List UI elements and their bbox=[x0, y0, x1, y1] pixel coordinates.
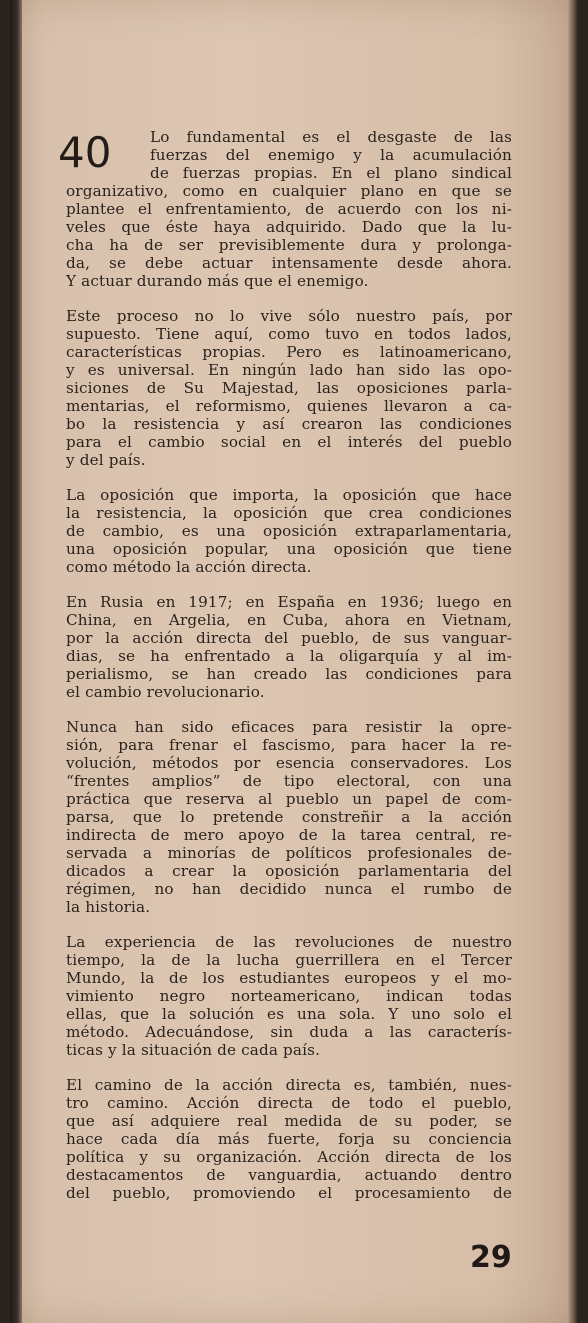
paragraph-6 bbox=[66, 933, 512, 1059]
text-line: tiempo, la de la lucha guerrillera en el Tercer bbox=[66, 951, 512, 969]
text-line: perialismo, se han creado las condiciones para bbox=[66, 665, 512, 683]
page-binding-edge bbox=[10, 0, 22, 1323]
paragraph-5 bbox=[66, 718, 512, 916]
text-line: que así adquiere real medida de su poder, se bbox=[66, 1112, 512, 1130]
body-text bbox=[66, 128, 512, 1219]
text-line: La experiencia de las revoluciones de nuestro bbox=[66, 933, 512, 951]
text-line: destacamentos de vanguardia, actuando dentro bbox=[66, 1166, 512, 1184]
text-line: Este proceso no lo vive sólo nuestro país, por bbox=[66, 307, 512, 325]
text-line: hace cada día más fuerte, forja su conciencia bbox=[66, 1130, 512, 1148]
paragraph-7 bbox=[66, 1076, 512, 1202]
text-line: de cambio, es una oposición extraparlamentaria, bbox=[66, 522, 512, 540]
text-line: la resistencia, la oposición que crea condiciones bbox=[66, 504, 512, 522]
text-line: China, en Argelia, en Cuba, ahora en Vietnam, bbox=[66, 611, 512, 629]
paragraph-3 bbox=[66, 486, 512, 576]
text-line: parsa, que lo pretende constreñir a la acción bbox=[66, 808, 512, 826]
text-line: método. Adecuándose, sin duda a las caracterís- bbox=[66, 1023, 512, 1041]
text-line: política y su organización. Acción directa de los bbox=[66, 1148, 512, 1166]
text-line: la historia. bbox=[66, 898, 151, 916]
text-line: dicados a crear la oposición parlamentaria del bbox=[66, 862, 512, 880]
text-line: y del país. bbox=[66, 451, 146, 469]
text-line: como método la acción directa. bbox=[66, 558, 312, 576]
text-line: Nunca han sido eficaces para resistir la opre- bbox=[66, 718, 512, 736]
text-line: características propias. Pero es latinoamericano, bbox=[66, 343, 512, 361]
text-line: servada a minorías de políticos profesionales de- bbox=[66, 844, 512, 862]
text-line: organizativo, como en cualquier plano en que se bbox=[66, 182, 512, 200]
text-line: fuerzas del enemigo y la acumulación bbox=[150, 146, 512, 164]
text-line: plantee el enfrentamiento, de acuerdo con los ni- bbox=[66, 200, 512, 218]
text-line: una oposición popular, una oposición que tiene bbox=[66, 540, 512, 558]
text-line: el cambio revolucionario. bbox=[66, 683, 265, 701]
paragraph-4 bbox=[66, 593, 512, 701]
text-line: En Rusia en 1917; en España en 1936; luego en bbox=[66, 593, 512, 611]
text-line: Y actuar durando más que el enemigo. bbox=[66, 272, 369, 290]
text-line: bo la resistencia y así crearon las condiciones bbox=[66, 415, 512, 433]
text-line: ticas y la situación de cada país. bbox=[66, 1041, 321, 1059]
text-line: vimiento negro norteamericano, indican todas bbox=[66, 987, 512, 1005]
text-line: por la acción directa del pueblo, de sus vanguar- bbox=[66, 629, 512, 647]
page-outer-edge bbox=[568, 0, 578, 1323]
text-line: El camino de la acción directa es, también, nues- bbox=[66, 1076, 512, 1094]
text-line: La oposición que importa, la oposición que hace bbox=[66, 486, 512, 504]
text-line: mentarias, el reformismo, quienes llevaron a ca- bbox=[66, 397, 512, 415]
text-line: régimen, no han decidido nunca el rumbo de bbox=[66, 880, 512, 898]
text-line: práctica que reserva al pueblo un papel de com- bbox=[66, 790, 512, 808]
text-line: Mundo, la de los estudiantes europeos y el mo- bbox=[66, 969, 512, 987]
text-line: supuesto. Tiene aquí, como tuvo en todos lados, bbox=[66, 325, 512, 343]
text-line: sión, para frenar el fascismo, para hacer la re- bbox=[66, 736, 512, 754]
text-line: ellas, que la solución es una sola. Y uno solo el bbox=[66, 1005, 512, 1023]
text-line: tro camino. Acción directa de todo el pueblo, bbox=[66, 1094, 512, 1112]
text-line: volución, métodos por esencia conservadores. Los bbox=[66, 754, 512, 772]
text-line: “frentes amplios” de tipo electoral, con una bbox=[66, 772, 512, 790]
text-line: da, se debe actuar intensamente desde ahora. bbox=[66, 254, 512, 272]
page-number: 29 bbox=[470, 1240, 512, 1275]
text-line: de fuerzas propias. En el plano sindical bbox=[150, 164, 512, 182]
text-line: dias, se ha enfrentado a la oligarquía y al im- bbox=[66, 647, 512, 665]
text-line: cha ha de ser previsiblemente dura y prolonga- bbox=[66, 236, 512, 254]
text-line: Lo fundamental es el desgaste de las bbox=[150, 128, 512, 146]
text-line: indirecta de mero apoyo de la tarea central, re- bbox=[66, 826, 512, 844]
text-line: siciones de Su Majestad, las oposiciones parla- bbox=[66, 379, 512, 397]
section-number: 40 bbox=[58, 128, 112, 177]
paragraph-1 bbox=[66, 128, 512, 290]
text-line: veles que éste haya adquirido. Dado que la lu- bbox=[66, 218, 512, 236]
text-line: del pueblo, promoviendo el procesamiento de bbox=[66, 1184, 512, 1202]
text-line: para el cambio social en el interés del pueblo bbox=[66, 433, 512, 451]
text-line: y es universal. En ningún lado han sido las opo- bbox=[66, 361, 512, 379]
paragraph-2 bbox=[66, 307, 512, 469]
